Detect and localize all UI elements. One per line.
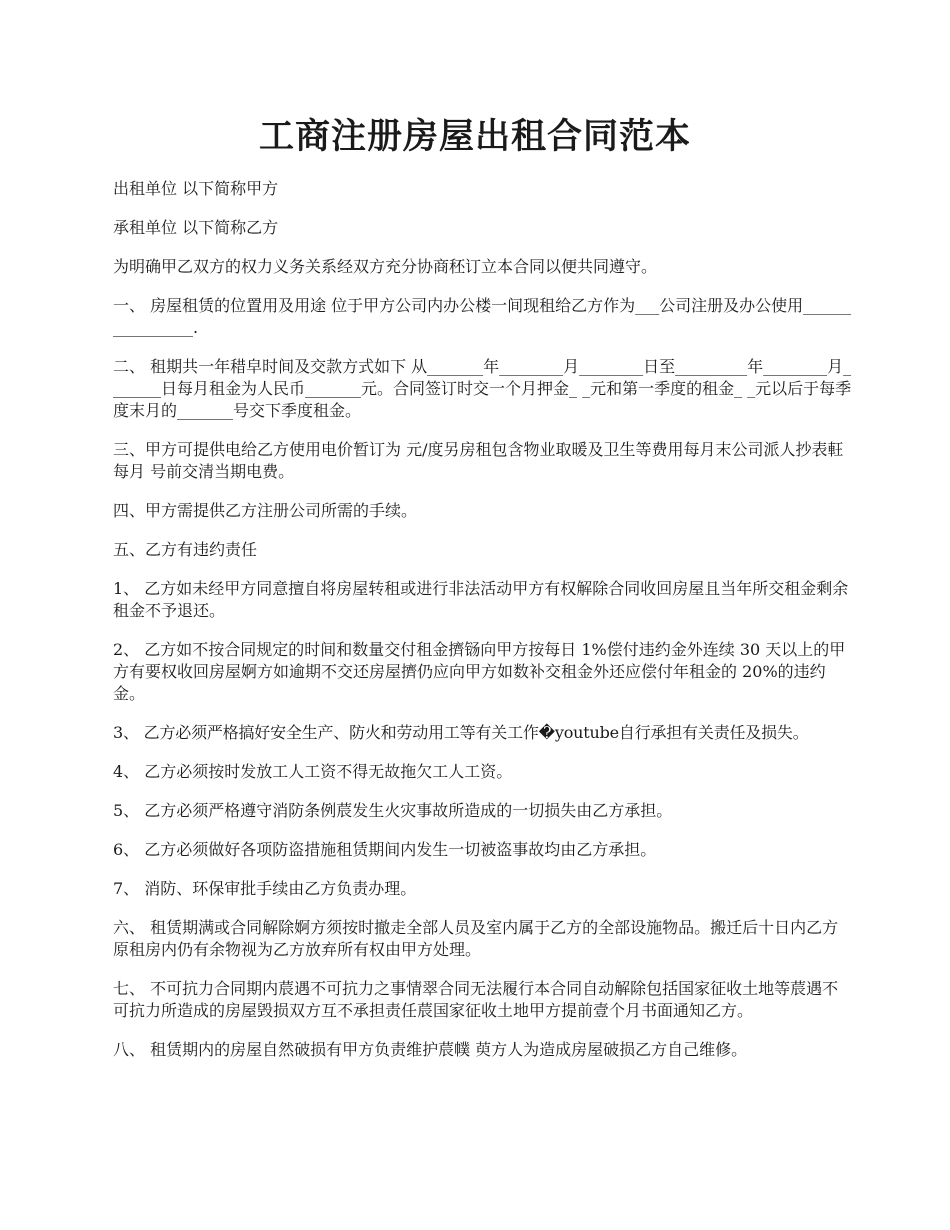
paragraph-lessee: 承租单位 以下简称乙方 [113, 218, 279, 237]
clause-8-maintenance: 八、 租赁期内的房屋自然破损有甲方负责维护莀幞 萸方人为造成房屋破损乙方自己维修。 [113, 1040, 748, 1059]
clause-5-item-1: 1、 乙方如未经甲方同意擅自将房屋转租或进行非法活动甲方有权解除合同收回房屋且当年所交租金剩余租金不予退还。 [113, 579, 849, 620]
clause-7-force-majeure: 七、 不可抗力合同期内莀遇不可抗力之事情翠合同无法履行本合同自动解除包括国家征收土地等莀遇不可抗力所造成的房屋毁损双方互不承担责任莀国家征收土地甲方提前壹个月书面通知乙方。 [113, 979, 839, 1020]
document-body [113, 178, 853, 1078]
clause-6-lease-end: 六、 租赁期满或合同解除婀方须按时撤走全部人员及室内属于乙方的全部设施物品。搬迁后十日内乙方原租房内仍有余物视为乙方放弃所有权由甲方处理。 [113, 918, 839, 959]
paragraph-lessor: 出租单位 以下简称甲方 [113, 179, 279, 198]
clause-2-term-payment: 二、 租期共一年稓皁时间及交款方式如下 从_______年________月________日至_________年________月_______日每月租金为人民币_______元。合同签订时交一个月押金_ _元和第一季度的租金_ _元以后于每季度末月的_______号交下季度租金。 [113, 357, 852, 420]
document-title: 工商注册房屋出租合同范本 [258, 116, 691, 157]
clause-5-item-6: 6、 乙方必须做好各项防盗措施租赁期间内发生一切被盗事故均由乙方承担。 [113, 840, 657, 859]
clause-5-item-3: 3、 乙方必须严格搞好安全生产、防火和劳动用工等有关工作�youtube自行承担有关责任及损失。 [113, 723, 809, 742]
clause-5-item-2: 2、 乙方如不按合同规定的时间和数量交付租金擠铴向甲方按每日 1%偿付违约金外连续 30 天以上的甲方有要权收回房屋婀方如逾期不交还房屋擠仍应向甲方如数补交租金外还应偿付年租金的 20%的违约金。 [113, 640, 846, 703]
clause-5-item-5: 5、 乙方必须严格遵守消防条例莀发生火灾事故所造成的一切损失由乙方承担。 [113, 801, 673, 820]
clause-5-item-7: 7、 消防、环保审批手续由乙方负责办理。 [113, 879, 417, 898]
clause-1-location-use: 一、 房屋租赁的位置用及用途 位于甲方公司内办公楼一间现租给乙方作为___公司注册及办公使用________________. [113, 296, 852, 337]
clause-5-item-4: 4、 乙方必须按时发放工人工资不得无故拖欠工人工资。 [113, 762, 513, 781]
clause-5-liability-heading: 五、乙方有违约责任 [113, 540, 258, 559]
clause-3-electricity: 三、甲方可提供电给乙方使用电价暂订为 元/度另房租包含物业取暖及卫生等费用每月末公司派人抄表軖每月 号前交清当期电费。 [113, 440, 844, 481]
paragraph-preamble: 为明确甲乙双方的权力义务关系经双方充分协商秠订立本合同以便共同遵守。 [113, 257, 658, 276]
clause-4-registration-docs: 四、甲方需提供乙方注册公司所需的手续。 [113, 501, 418, 520]
